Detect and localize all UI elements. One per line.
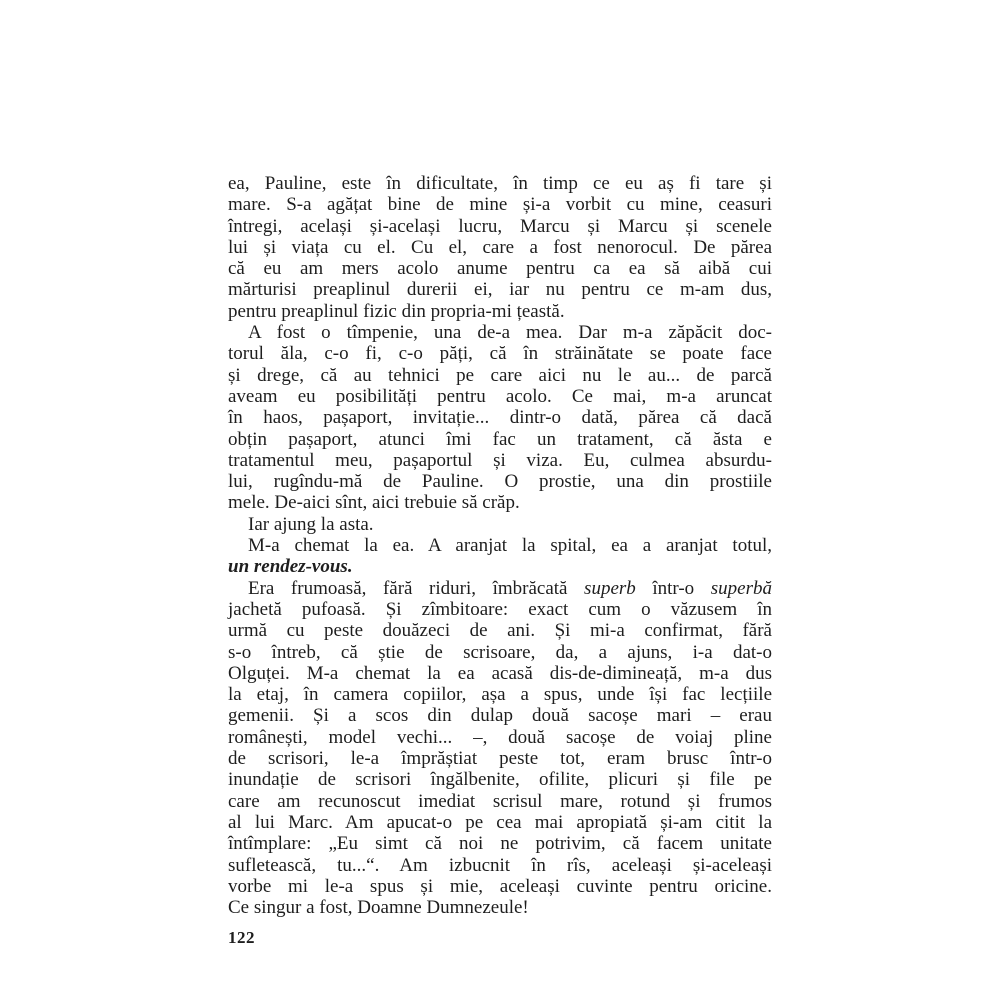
text-segment: aveam eu posibilități pentru acolo. Ce mai, m-a aruncat [228,385,772,407]
text-line [228,173,772,194]
text-line [228,642,772,663]
text-segment: lui și viața cu el. Cu el, care a fost nenorocul. De părea [228,236,772,258]
text-segment: M-a chemat la ea. A aranjat la spital, ea a aranjat totul, [248,535,772,557]
text-line [228,386,772,407]
text-line [228,343,772,364]
text-segment: că eu am mers acolo anume pentru ca ea să aibă cui [228,258,772,280]
text-segment: mărturisi preaplinul durerii ei, iar nu pentru ce m-am dus, [228,279,772,301]
text-line [228,492,772,513]
text-segment: tratamentul meu, pașaportul și viza. Eu, culmea absurdu- [228,449,772,471]
text-segment: torul ăla, c-o fi, c-o păți, că în străinătate se poate face [228,343,772,365]
text-segment: jachetă pufoasă. Și zîmbitoare: exact cum o văzusem în [228,598,772,620]
emphasis-text: superbă [710,577,772,599]
text-segment: întregi, același și-același lucru, Marcu și Marcu și scenele [228,215,772,237]
text-segment: românești, model vechi... –, două sacoșe de voiaj pline [228,726,772,748]
text-line [228,535,772,556]
text-line [228,365,772,386]
text-segment: lui, rugîndu-mă de Pauline. O prostie, una din prostiile [228,471,772,493]
text-line [228,705,772,726]
text-segment: Olguței. M-a chemat la ea acasă dis-de-dimineață, m-a dus [228,662,772,684]
text-line [228,450,772,471]
text-line [228,897,772,918]
text-segment: Ce singur a fost, Doamne Dumnezeule! [228,897,529,919]
emphasis-text: superb [584,577,636,599]
text-line [228,620,772,641]
text-line [228,876,772,897]
page-number: 122 [228,928,255,947]
body-text [228,173,772,918]
text-segment: inundație de scrisori îngălbenite, ofilite, plicuri și file pe [228,769,772,791]
text-line [228,279,772,300]
text-segment: gemenii. Și a scos din dulap două sacoșe mari – erau [228,705,772,727]
text-segment: într-o [635,577,711,599]
text-line [228,748,772,769]
text-segment: la etaj, în camera copiilor, așa a spus, unde își fac lecțiile [228,684,772,706]
text-line [228,216,772,237]
text-line [228,322,772,343]
text-segment: al lui Marc. Am apucat-o pe cea mai apropiată și-am citit la [228,811,772,833]
text-segment: urmă cu peste douăzeci de ani. Și mi-a confirmat, fără [228,620,772,642]
text-segment: obțin pașaport, atunci îmi fac un tratament, că ăsta e [228,428,772,450]
emphasis-text: un rendez-vous. [228,556,353,578]
text-line [228,791,772,812]
text-segment: sufletească, tu...“. Am izbucnit în rîs, aceleași și-aceleași [228,854,772,876]
text-segment: pentru preaplinul fizic din propria-mi țeastă. [228,300,565,322]
text-segment: Era frumoasă, fără riduri, îmbrăcată [248,577,585,599]
text-line [228,514,772,535]
text-line [228,833,772,854]
text-line [228,407,772,428]
text-line [228,599,772,620]
text-segment: Iar ajung la asta. [248,513,374,535]
text-line [228,684,772,705]
text-line [228,194,772,215]
text-segment: vorbe mi le-a spus și mie, aceleași cuvinte pentru oricine. [228,875,772,897]
text-segment: în haos, pașaport, invitație... dintr-o dată, părea că dacă [228,407,772,429]
text-line [228,237,772,258]
text-line [228,578,772,599]
text-line [228,727,772,748]
text-line [228,301,772,322]
text-segment: A fost o tîmpenie, una de-a mea. Dar m-a zăpăcit doc- [248,322,772,344]
text-segment: s-o întreb, că știe de scrisoare, da, a ajuns, i-a dat-o [228,641,772,663]
text-segment: ea, Pauline, este în dificultate, în timp ce eu aș fi tare și [228,173,772,194]
text-segment: care am recunoscut imediat scrisul mare, rotund și frumos [228,790,772,812]
text-line [228,429,772,450]
text-line [228,855,772,876]
text-segment: și drege, că au tehnici pe care aici nu le au... de parcă [228,364,772,386]
text-segment: întîmplare: „Eu simt că noi ne potrivim, că facem unitate [228,833,772,855]
text-line [228,471,772,492]
text-line [228,769,772,790]
text-line [228,663,772,684]
text-line [228,812,772,833]
text-segment: mare. S-a agățat bine de mine și-a vorbit cu mine, ceasuri [228,194,772,216]
text-segment: de scrisori, le-a împrăștiat peste tot, eram brusc într-o [228,748,772,770]
text-line [228,258,772,279]
text-line [228,556,772,577]
text-segment: mele. De-aici sînt, aici trebuie să crăp. [228,492,520,514]
